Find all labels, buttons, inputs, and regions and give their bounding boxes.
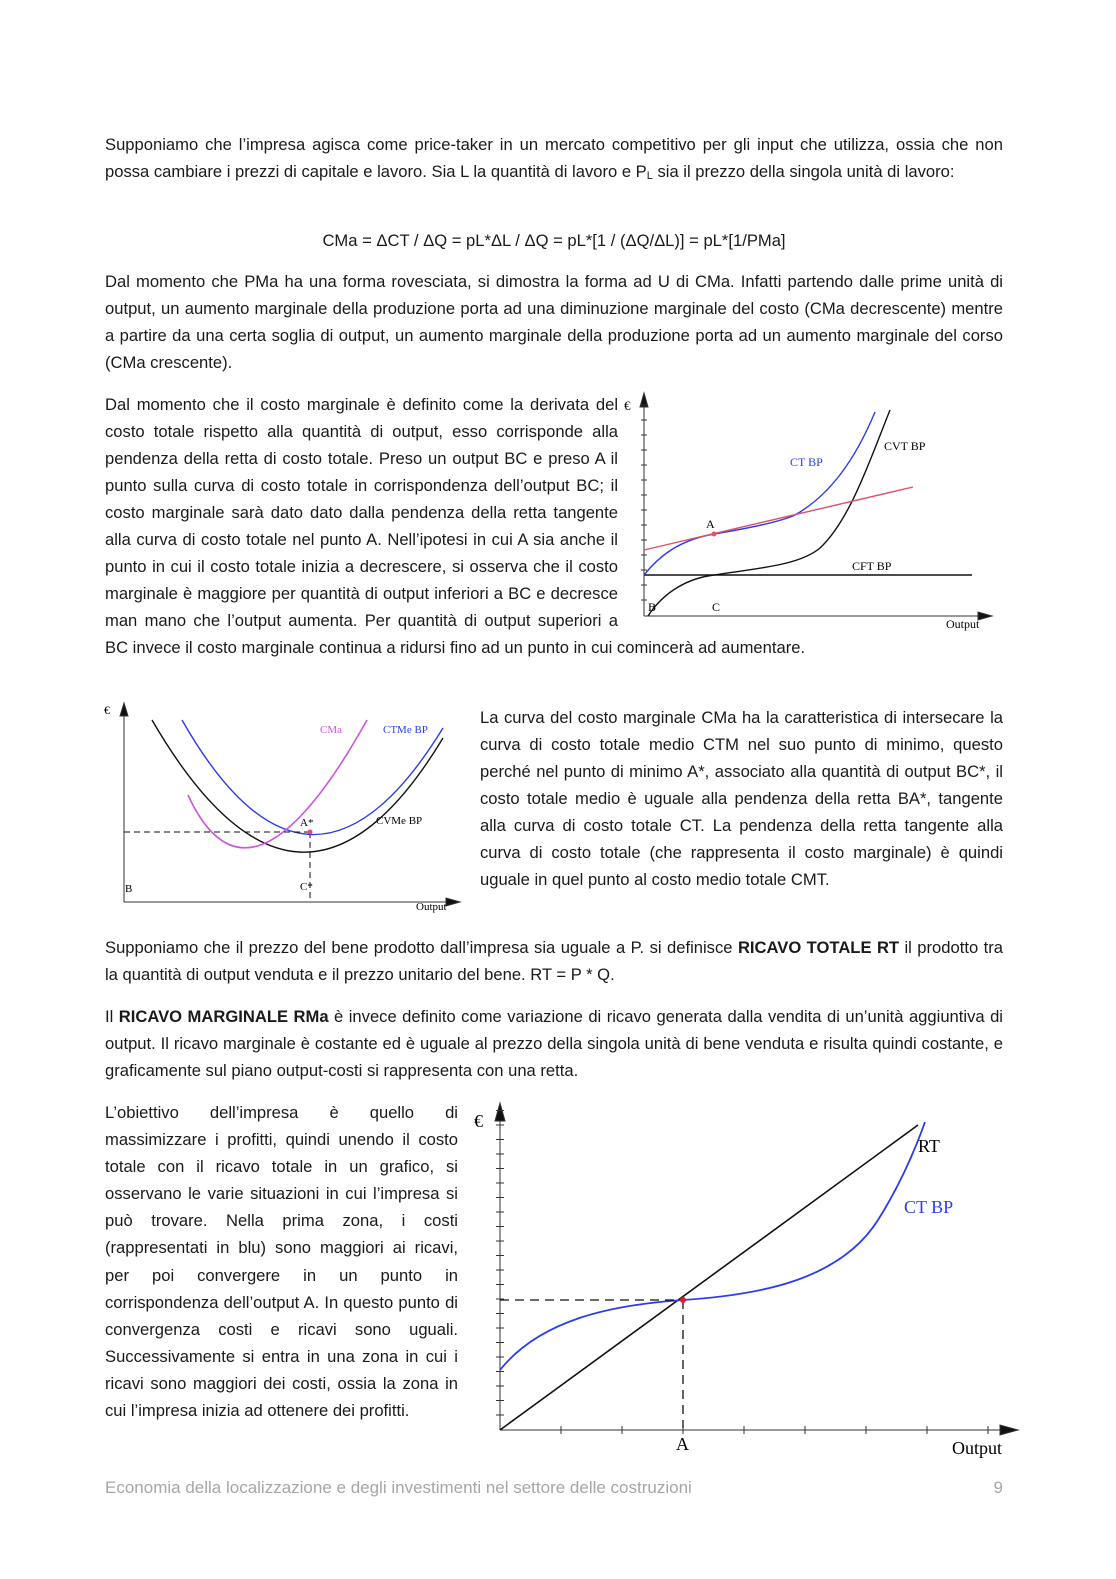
cma-label: CMa [320, 724, 342, 736]
cvt-label: CVT BP [884, 439, 926, 453]
x-axis [644, 612, 992, 620]
rt-line [500, 1125, 918, 1430]
y-axis [495, 1103, 505, 1430]
b-label: B [125, 883, 133, 895]
tangent-line [644, 487, 913, 550]
x-axis [124, 898, 460, 906]
figure-total-cost-chart [620, 390, 1000, 640]
text: il prodotto tra la quantità di output venduta e il prezzo unitario del bene. RT = P * Q. [105, 938, 1003, 984]
subscript: L [646, 170, 653, 182]
text: è invece definito come variazione di ricavo generata dalla vendita di un’unità aggiuntiva di output. Il ricavo marginale è costante ed è uguale al prezzo della singola unità di bene venduta e risulta quindi costante, e graficamente sul piano output-costi si rappresenta con una retta. [105, 1007, 1003, 1080]
term-total-revenue: RICAVO TOTALE RT [737, 938, 900, 957]
figure-average-cost-chart [100, 695, 470, 920]
y-axis-label: € [624, 398, 631, 413]
text: La curva del costo marginale CMa ha la caratteristica di intersecare la curva di costo totale medio CTM nel suo punto di minimo, questo perché nel punto di minimo A*, associato alla quantità di output BC*, il costo totale medio è uguale alla pendenza della retta BA*, tangente alla curva di costo totale CT. La pendenza della retta tangente alla curva di costo totale (che rappresenta il costo marginale) è quindi uguale in quel punto al costo medio totale CMT. [480, 708, 1003, 889]
paragraph-profit-maximization: L’obiettivo dell’impresa è quello di massimizzare i profitti, quindi unendo il costo totale con il ricavo totale in un grafico, si osservano le varie situazioni in cui l’impresa si può trovare. Nella prima zona, i costi (rappresentati in blu) sono maggiori ai ricavi, per poi convergere in un punto in corrispondenza dell’output A. In questo punto di convergenza costi e ricavi sono uguali. Successivamente si entra in una zona in cui i ricavi sono maggiori dei costi, ossia la zona in cui l’impresa inizia ad ottenere dei profitti. [105, 1103, 458, 1421]
text: Il [105, 1007, 119, 1026]
cma-curve [188, 720, 367, 848]
term-marginal-revenue: RICAVO MARGINALE RMa [118, 1007, 329, 1026]
cvme-label: CVMe BP [376, 815, 423, 827]
y-axis [120, 703, 128, 902]
rt-label: RT [918, 1136, 940, 1156]
y-axis-label: € [474, 1111, 483, 1131]
paragraph-marginal-revenue [105, 1003, 1003, 1084]
cft-label: CFT BP [852, 559, 892, 573]
a-star-label: A* [300, 817, 314, 829]
ct-curve [500, 1122, 925, 1370]
ct-curve [644, 412, 875, 575]
paragraph-u-shape: Dal momento che PMa ha una forma rovesciata, si dimostra la forma ad U di CMa. Infatti partendo dalle prime unità di output, un aumento marginale della produzione porta ad una diminuzione marginale del costo (CMa decrescente) mentre a partire da una certa soglia di output, un aumento marginale della produzione porta ad un aumento marginale del corso (CMa crescente). [105, 272, 1003, 372]
y-axis [640, 393, 648, 616]
x-axis [500, 1425, 1018, 1435]
point-a [680, 1297, 686, 1303]
text: sia il prezzo della singola unità di lavoro: [652, 162, 955, 181]
a-label: A [676, 1434, 689, 1454]
paragraph-price-taker [105, 131, 1003, 190]
a-label: A [706, 517, 715, 531]
paragraph-total-revenue [105, 934, 1003, 988]
footer-title: Economia della localizzazione e degli investimenti nel settore delle costruzioni [105, 1478, 692, 1497]
x-axis-label: Output [946, 617, 980, 631]
y-axis-label: € [104, 703, 110, 717]
text: Supponiamo che il prezzo del bene prodotto dall’impresa sia uguale a P. si definisce [105, 938, 738, 957]
b-label: B [648, 600, 657, 614]
c-star-label: C* [300, 881, 313, 893]
figure-revenue-cost-chart [470, 1095, 1030, 1465]
point-a [712, 532, 717, 537]
text: Supponiamo che l’impresa agisca come price-taker in un mercato competitivo per gli input che utilizza, ossia che non possa cambiare i prezzi di capitale e lavoro. Sia L la quantità di lavoro e P [105, 135, 1003, 181]
c-label: C [712, 600, 721, 614]
x-axis-label: Output [416, 901, 447, 913]
cvt-curve [648, 410, 890, 616]
formula-marginal-cost: CMa = ΔCT / ΔQ = pL*ΔL / ΔQ = pL*[1 / (ΔQ/ΔL)] = pL*[1/PMa] [322, 231, 786, 250]
ct-label: CT BP [904, 1197, 954, 1217]
point-a-star [308, 830, 313, 835]
page-number: 9 [993, 1478, 1003, 1497]
x-axis-label: Output [952, 1438, 1003, 1458]
text: Dal momento che il costo marginale è definito come la derivata del costo totale rispetto alla quantità di output, esso corrisponde alla pendenza della retta di costo totale. Preso un output BC e preso A il punto sulla curva di costo totale in corrispondenza dell’output BC; il costo marginale sarà dato dato dalla pendenza della retta tangente alla curva di costo totale nel punto A. Nell’ipotesi in cui A sia anche il punto in cui il costo totale inizia a decrescere, si osserva che il costo marginale è maggiore per quantità di output inferiori a BC e decresce man mano che l’output aumenta. Per quantità di output superiori a BC invece il costo marginale continua a ridursi fino ad un punto in cui comincerà ad aumentare. [105, 395, 806, 657]
ct-label: CT BP [790, 455, 823, 469]
page-footer [105, 1478, 1003, 1498]
ctme-label: CTMe BP [383, 724, 428, 736]
